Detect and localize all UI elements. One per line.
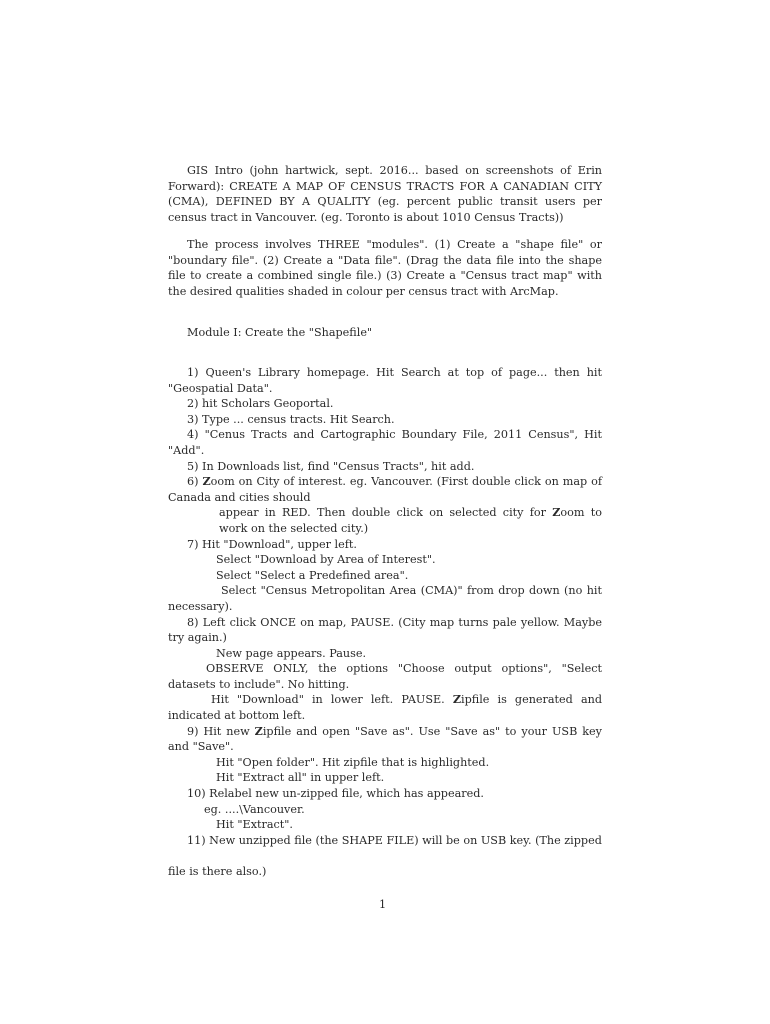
step-11: 11) New unzipped file (the SHAPE FILE) will be on USB key. (The zipped [187, 833, 602, 847]
step-7: 7) Hit "Download", upper left. [187, 537, 357, 551]
step-1: 1) Queen's Library homepage. Hit Search at top of page... then hit "Geospatial Data". [168, 366, 602, 395]
step-10: 10) Relabel new un-zipped file, which has appeared. [187, 787, 484, 801]
steps-list [168, 365, 602, 880]
step-7-b: Select "Select a Predefined area". [216, 568, 409, 582]
intro-paragraph [168, 163, 602, 225]
step-9-a: 9) Hit new [187, 724, 255, 738]
step-7-a: Select "Download by Area of Interest". [216, 553, 436, 567]
page-number: 1 [379, 898, 387, 911]
step-10-a: eg. ....\Vancouver. [204, 802, 305, 816]
step-8-b: OBSERVE ONLY, the options "Choose output options", "Select datasets to include". No hitting. [168, 662, 602, 691]
step-9-2: Hit "Extract all" in upper left. [216, 771, 385, 785]
step-9-1: Hit "Open folder". Hit zipfile that is highlighted. [216, 755, 490, 769]
step-8-c-a: Hit "Download" in lower left. PAUSE. [211, 693, 453, 707]
process-text: The process involves THREE "modules". (1) Create a "shape file" or "boundary file". (2) Create a "Data file". (Drag the data file into the shape file to create a combined single file.) (3) Create a "Census tract map" with the desired qualities shaded in colour per census tract with ArcMap. [168, 238, 602, 298]
step-6-cont-a: appear in RED. Then double click on selected city for [219, 506, 553, 520]
step-11-continuation: file is there also.) [168, 865, 267, 879]
step-7-c: Select "Census Metropolitan Area (CMA)" from drop down (no hit necessary). [168, 584, 602, 613]
module-heading-text: Module I: Create the "Shapefile" [187, 326, 373, 339]
step-4: 4) "Cenus Tracts and Cartographic Boundary File, 2011 Census", Hit "Add". [168, 428, 602, 457]
step-8-c [168, 692, 602, 723]
step-9 [168, 724, 602, 755]
step-8-c-bold: Z [452, 692, 461, 707]
step-3: 3) Type ... census tracts. Hit Search. [187, 412, 395, 426]
step-6-prefix: 6) [187, 475, 203, 489]
step-9-bold: Z [254, 723, 263, 738]
step-6-cont-b: oom to work on the selected city.) [219, 506, 602, 535]
step-6-continuation [168, 505, 602, 536]
module-heading [168, 325, 602, 341]
step-8-c-b: ipfile is generated and indicated at bottom left. [168, 693, 602, 723]
step-9-b: ipfile and open "Save as". Use "Save as" to your USB key and "Save". [168, 724, 602, 754]
process-paragraph [168, 237, 602, 299]
step-10-b: Hit "Extract". [216, 818, 293, 832]
step-6-cont-bold: Z [552, 505, 561, 520]
step-6 [168, 474, 602, 505]
step-6-bold: Z [202, 474, 211, 489]
step-2: 2) hit Scholars Geoportal. [187, 397, 334, 411]
step-8: 8) Left click ONCE on map, PAUSE. (City map turns pale yellow. Maybe try again.) [168, 615, 602, 645]
step-5: 5) In Downloads list, find "Census Tracts", hit add. [187, 459, 475, 473]
step-6-text: oom on City of interest. eg. Vancouver. (First double click on map of Canada and cities should [168, 475, 603, 504]
step-8-a: New page appears. Pause. [216, 646, 367, 660]
intro-text: GIS Intro (john hartwick, sept. 2016... based on screenshots of Erin Forward): CREATE A MAP OF CENSUS TRACTS FOR A CANADIAN CITY (CMA), DEFINED BY A QUALITY (eg. percent public transit users per census tract in Vancouver. (eg. Toronto is about 1010 Census Tracts)) [168, 164, 602, 224]
